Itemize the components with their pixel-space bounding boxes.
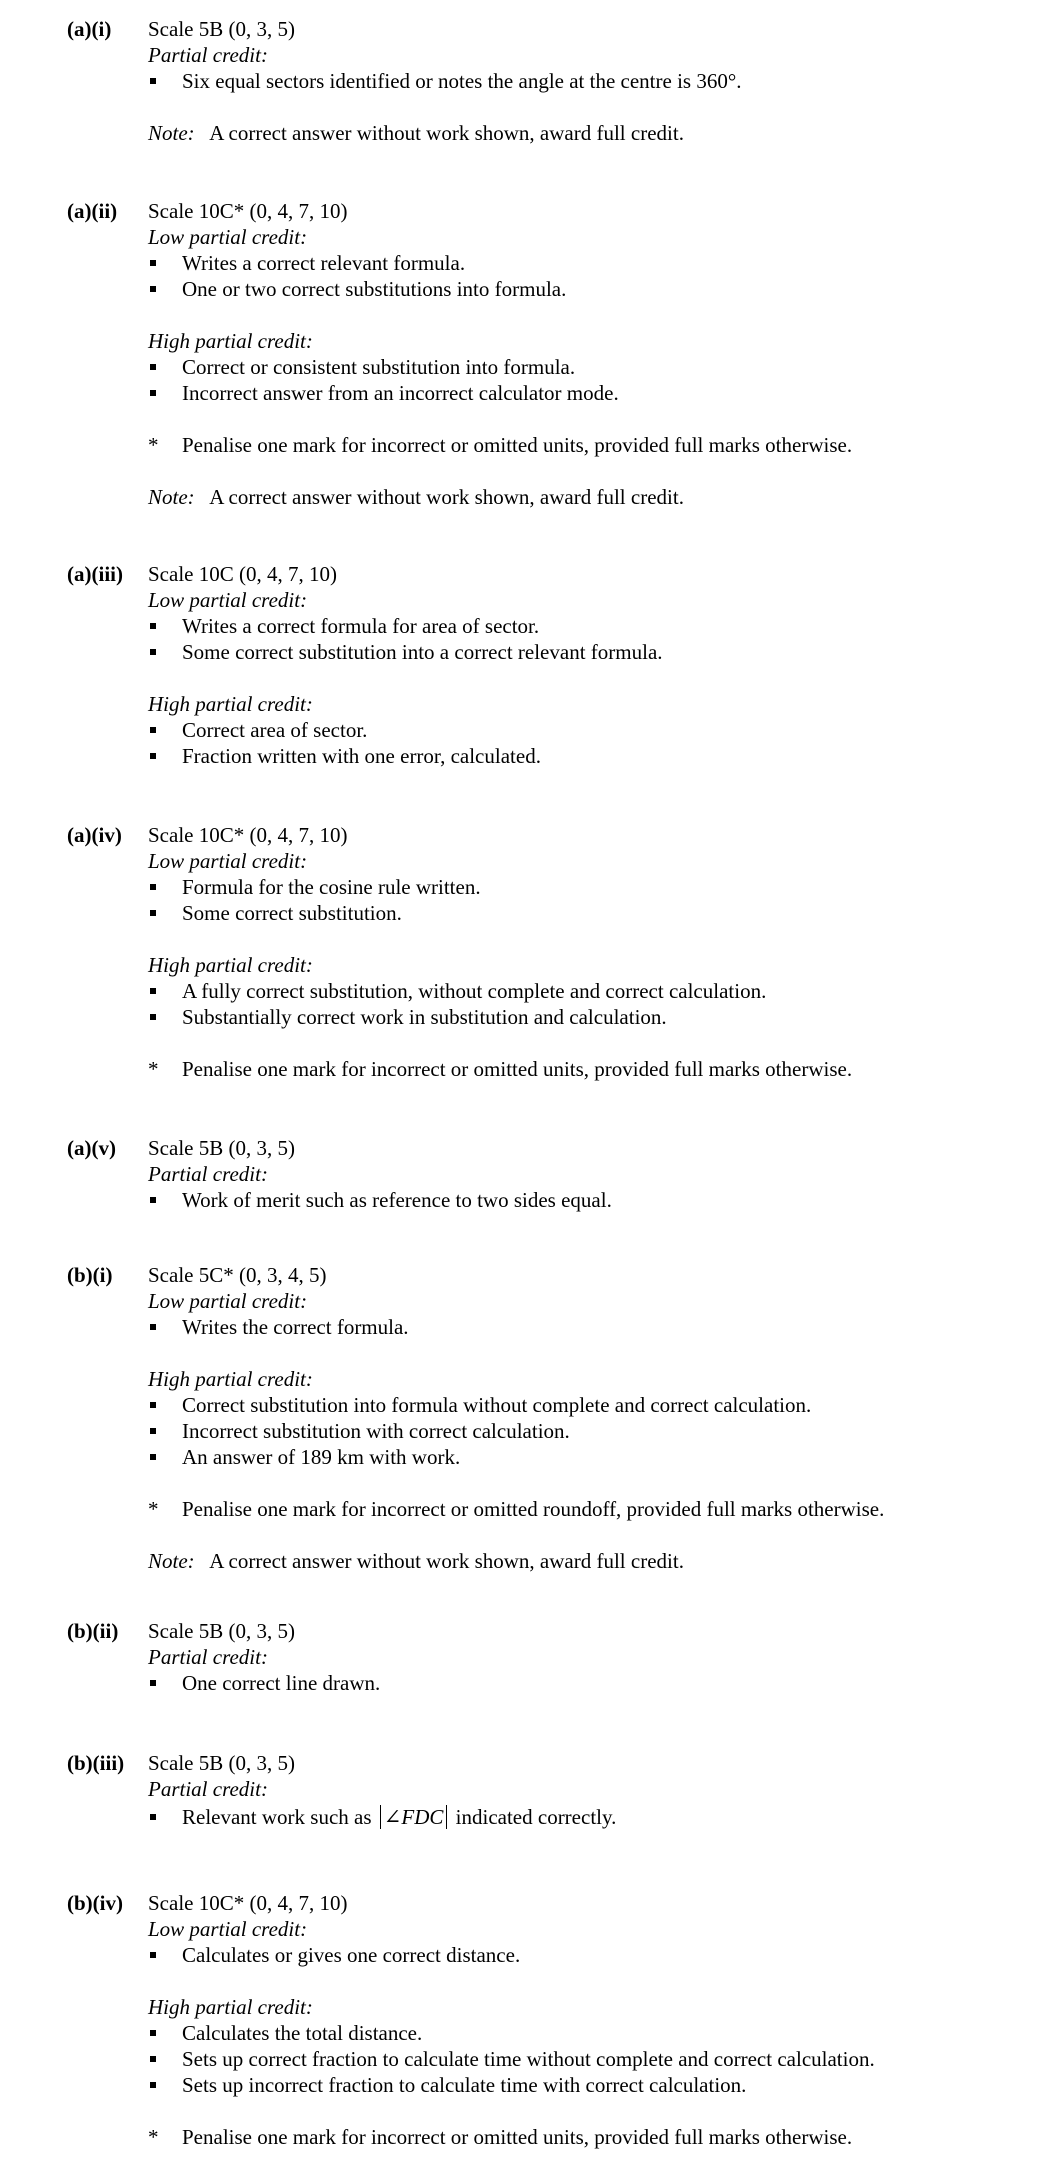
bullet-item: Work of merit such as reference to two sides equal. <box>148 1187 1028 1213</box>
bullet-icon <box>150 884 156 890</box>
section-label: (a)(iii) <box>67 562 123 586</box>
bullet-icon <box>150 390 156 396</box>
asterisk-icon: * <box>148 1497 159 1521</box>
section-label: (b)(i) <box>67 1263 113 1287</box>
bullet-item: Writes a correct relevant formula. <box>148 250 1028 276</box>
bullet-icon <box>150 78 156 84</box>
bullet-icon <box>150 988 156 994</box>
high-credit-heading: High partial credit: <box>148 1367 313 1391</box>
low-credit-heading: Low partial credit: <box>148 588 308 612</box>
bullet-icon <box>150 1324 156 1330</box>
low-credit-heading: Low partial credit: <box>148 1289 308 1313</box>
scale-line: Scale 5B (0, 3, 5) <box>148 1136 295 1160</box>
bullet-item: Writes a correct formula for area of sector. <box>148 613 1028 639</box>
section-label: (a)(iv) <box>67 823 122 847</box>
bullet-icon <box>150 1197 156 1203</box>
bullet-item: Incorrect answer from an incorrect calculator mode. <box>148 380 1028 406</box>
scale-line: Scale 10C* (0, 4, 7, 10) <box>148 199 348 223</box>
penalty-line: * Penalise one mark for incorrect or omitted units, provided full marks otherwise. <box>148 2125 853 2149</box>
bullet-item: Some correct substitution. <box>148 900 1028 926</box>
bullet-item: Incorrect substitution with correct calculation. <box>148 1418 1028 1444</box>
bullet-icon <box>150 727 156 733</box>
angle-expression: ∠FDC <box>383 1805 444 1829</box>
bullet-item: One or two correct substitutions into formula. <box>148 276 1028 302</box>
bullet-icon <box>150 1952 156 1958</box>
bullet-icon <box>150 260 156 266</box>
low-credit-heading: Low partial credit: <box>148 1917 308 1941</box>
bullet-icon <box>150 1454 156 1460</box>
bullet-icon <box>150 1680 156 1686</box>
bullet-item: Six equal sectors identified or notes the angle at the centre is 360°. <box>148 68 1028 94</box>
bullet-item: Sets up correct fraction to calculate time without complete and correct calculation. <box>148 2046 1028 2072</box>
section-label: (b)(iii) <box>67 1751 125 1775</box>
bullet-icon <box>150 2082 156 2088</box>
abs-bar-right <box>446 1805 447 1829</box>
credit-heading: Partial credit: <box>148 43 268 67</box>
low-credit-heading: Low partial credit: <box>148 225 308 249</box>
bullet-item: Calculates the total distance. <box>148 2020 1028 2046</box>
bullet-item: Correct area of sector. <box>148 717 1028 743</box>
bullet-icon <box>150 910 156 916</box>
low-credit-heading: Low partial credit: <box>148 849 308 873</box>
scale-line: Scale 5C* (0, 3, 4, 5) <box>148 1263 327 1287</box>
section-label: (b)(ii) <box>67 1619 119 1643</box>
note-line: Note: A correct answer without work shown, award full credit. <box>148 485 684 509</box>
bullet-icon <box>150 2056 156 2062</box>
section-label: (b)(iv) <box>67 1891 123 1915</box>
bullet-item: Correct or consistent substitution into formula. <box>148 354 1028 380</box>
bullet-icon <box>150 623 156 629</box>
bullet-icon <box>150 1402 156 1408</box>
scale-line: Scale 5B (0, 3, 5) <box>148 17 295 41</box>
bullet-icon <box>150 2030 156 2036</box>
section-label: (a)(v) <box>67 1136 116 1160</box>
bullet-item: Relevant work such as ∠FDC indicated correctly. <box>148 1804 1028 1830</box>
bullet-icon <box>150 649 156 655</box>
bullet-icon <box>150 364 156 370</box>
bullet-item: Some correct substitution into a correct relevant formula. <box>148 639 1028 665</box>
bullet-item: Fraction written with one error, calculated. <box>148 743 1028 769</box>
asterisk-icon: * <box>148 2125 159 2149</box>
bullet-item: A fully correct substitution, without complete and correct calculation. <box>148 978 1028 1004</box>
bullet-item: Correct substitution into formula without complete and correct calculation. <box>148 1392 1028 1418</box>
high-credit-heading: High partial credit: <box>148 953 313 977</box>
high-credit-heading: High partial credit: <box>148 692 313 716</box>
bullet-item: One correct line drawn. <box>148 1670 1028 1696</box>
penalty-line: * Penalise one mark for incorrect or omitted units, provided full marks otherwise. <box>148 1057 853 1081</box>
bullet-item: Sets up incorrect fraction to calculate time with correct calculation. <box>148 2072 1028 2098</box>
bullet-item: Substantially correct work in substitution and calculation. <box>148 1004 1028 1030</box>
bullet-item: Writes the correct formula. <box>148 1314 1028 1340</box>
section-label: (a)(i) <box>67 17 112 41</box>
scale-line: Scale 5B (0, 3, 5) <box>148 1619 295 1643</box>
bullet-item: Formula for the cosine rule written. <box>148 874 1028 900</box>
bullet-icon <box>150 753 156 759</box>
section-label: (a)(ii) <box>67 199 118 223</box>
credit-heading: Partial credit: <box>148 1777 268 1801</box>
bullet-icon <box>150 1014 156 1020</box>
scale-line: Scale 10C* (0, 4, 7, 10) <box>148 823 348 847</box>
high-credit-heading: High partial credit: <box>148 1995 313 2019</box>
bullet-icon <box>150 286 156 292</box>
bullet-item: An answer of 189 km with work. <box>148 1444 1028 1470</box>
bullet-item: Calculates or gives one correct distance. <box>148 1942 1028 1968</box>
note-line: Note: A correct answer without work shown, award full credit. <box>148 121 684 145</box>
asterisk-icon: * <box>148 433 159 457</box>
bullet-icon <box>150 1814 156 1820</box>
scale-line: Scale 5B (0, 3, 5) <box>148 1751 295 1775</box>
scale-line: Scale 10C* (0, 4, 7, 10) <box>148 1891 348 1915</box>
penalty-line: * Penalise one mark for incorrect or omitted roundoff, provided full marks otherwise. <box>148 1497 885 1521</box>
high-credit-heading: High partial credit: <box>148 329 313 353</box>
credit-heading: Partial credit: <box>148 1162 268 1186</box>
note-line: Note: A correct answer without work shown, award full credit. <box>148 1549 684 1573</box>
asterisk-icon: * <box>148 1057 159 1081</box>
scale-line: Scale 10C (0, 4, 7, 10) <box>148 562 337 586</box>
credit-heading: Partial credit: <box>148 1645 268 1669</box>
abs-bar-left <box>380 1805 381 1829</box>
bullet-icon <box>150 1428 156 1434</box>
penalty-line: * Penalise one mark for incorrect or omitted units, provided full marks otherwise. <box>148 433 853 457</box>
